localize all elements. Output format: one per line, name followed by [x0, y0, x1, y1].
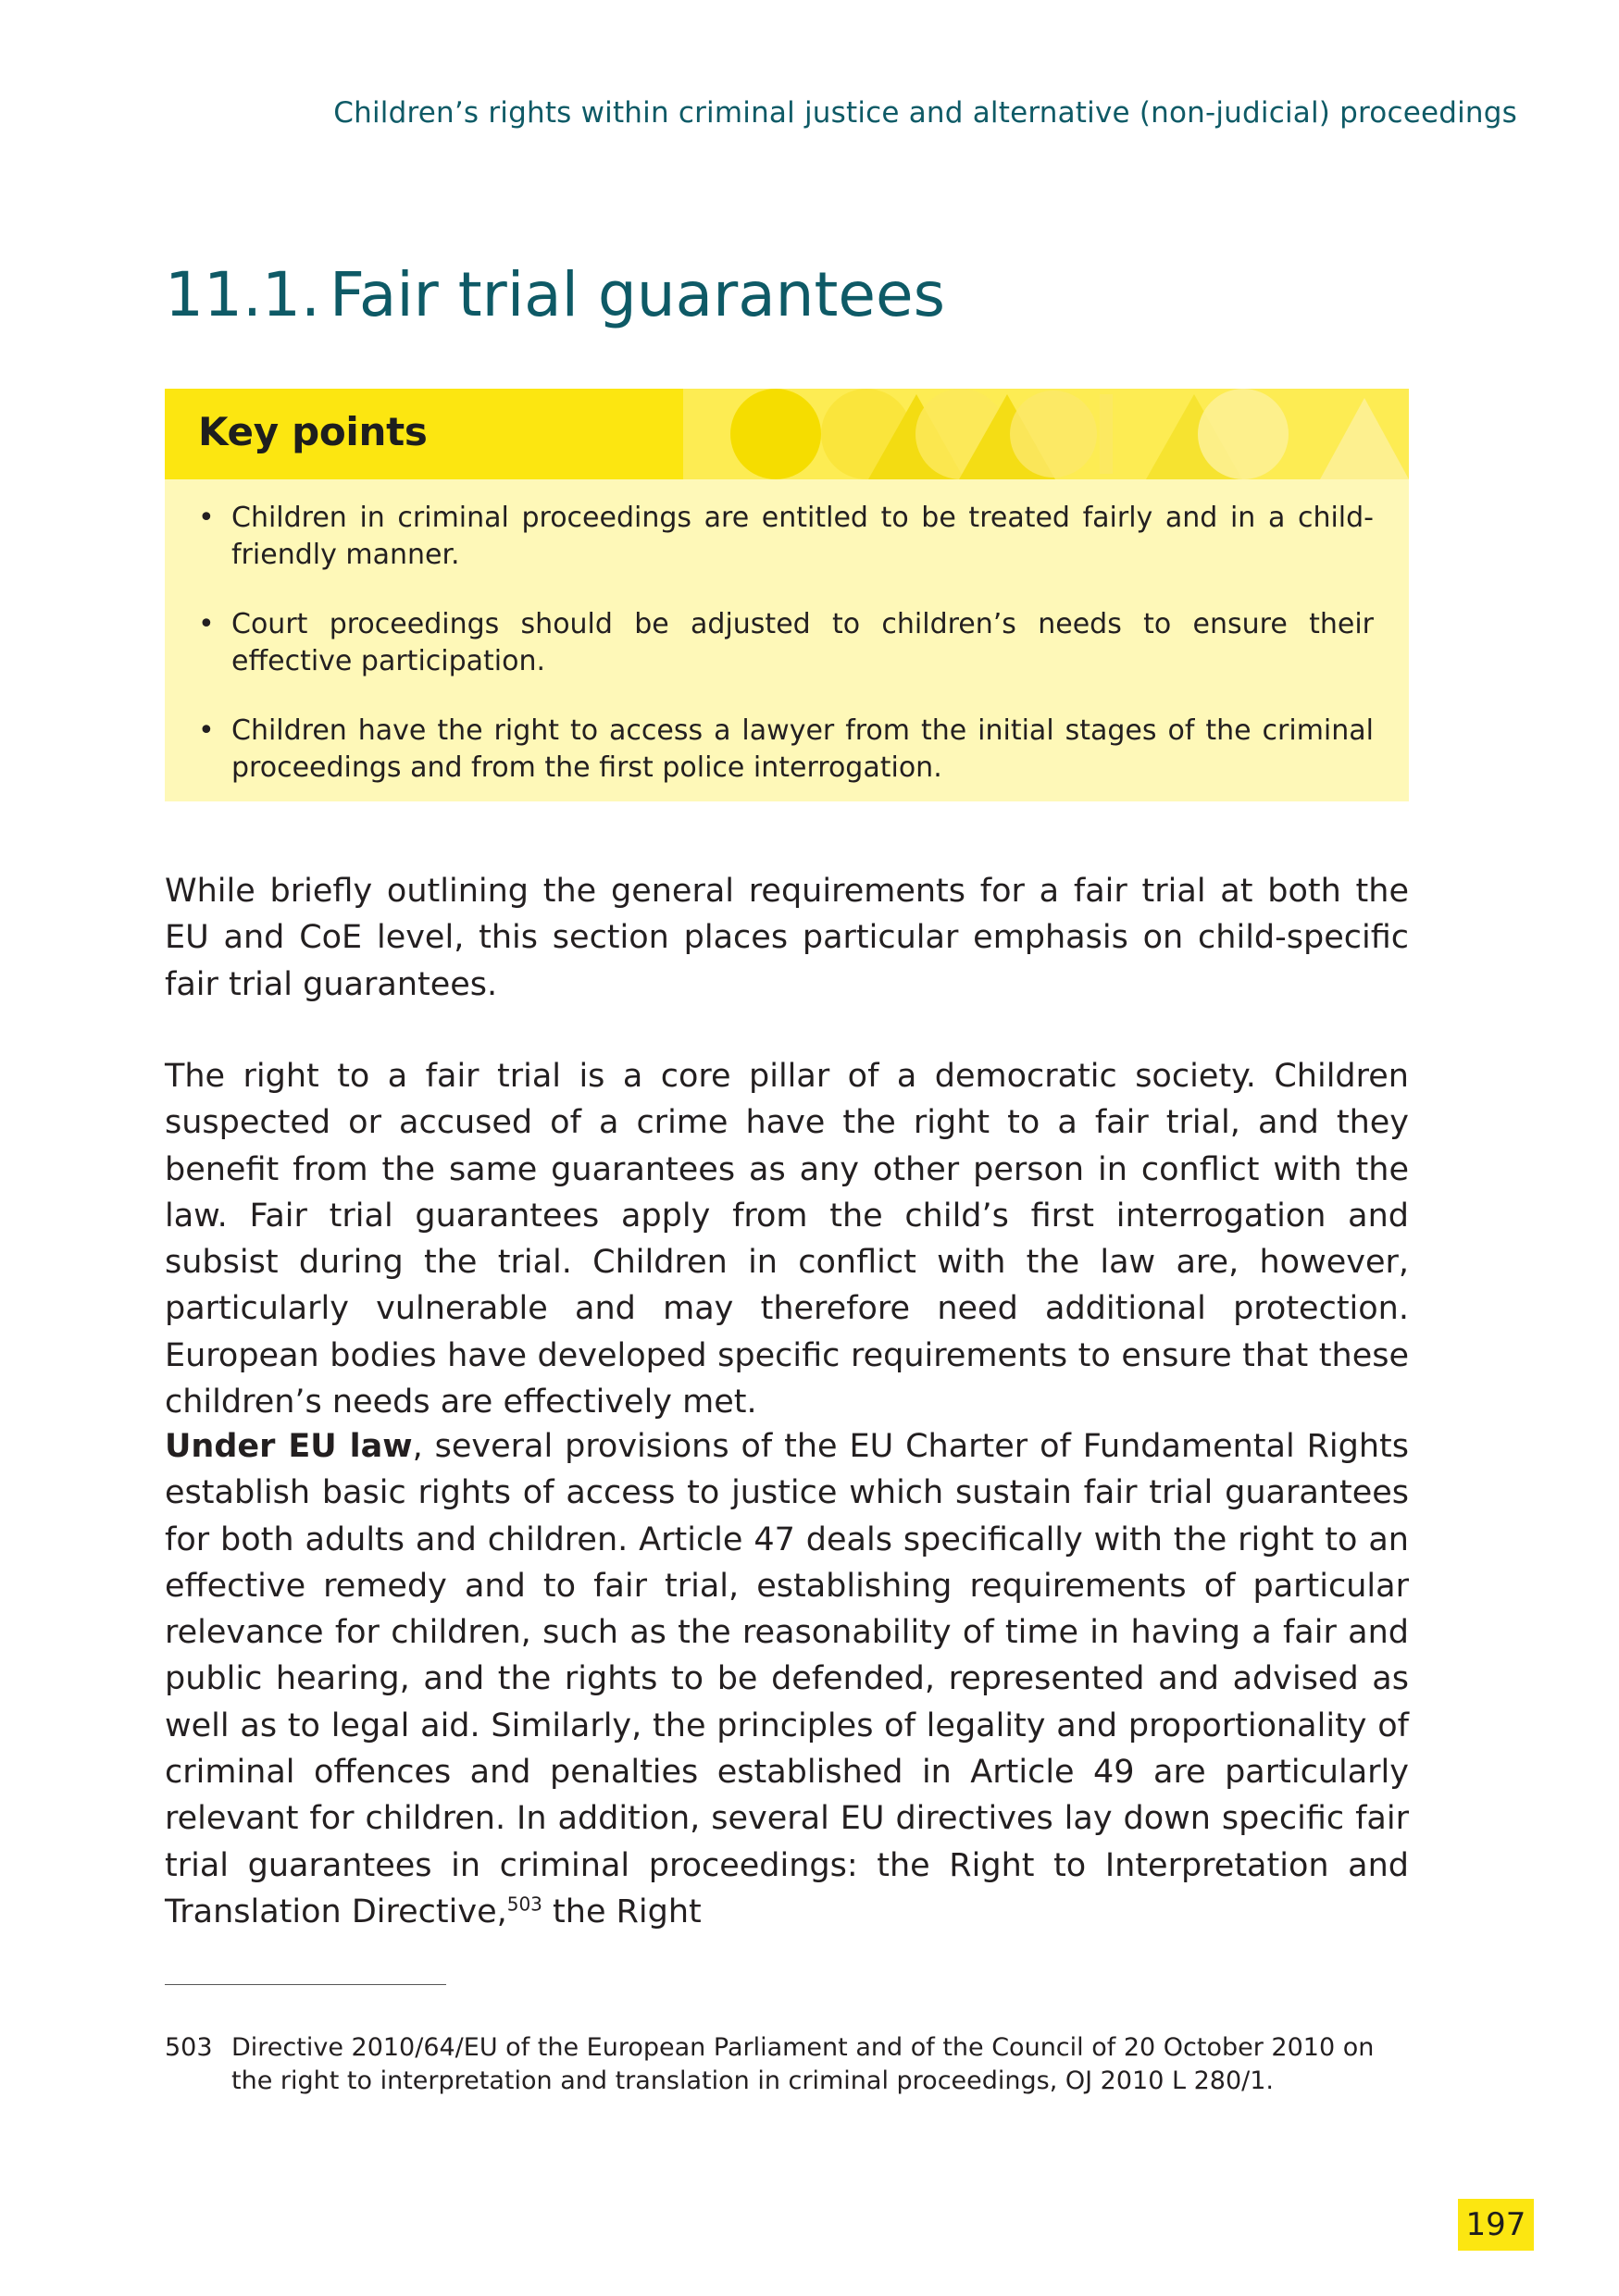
- section-number: 11.1.: [165, 259, 320, 330]
- footnote-number: 503: [165, 2033, 213, 2062]
- key-points-list: [198, 500, 1374, 819]
- under-eu-law-lead: Under EU law: [165, 1428, 413, 1465]
- key-points-box: [165, 389, 1409, 801]
- key-point-item: • Court proceedings should be adjusted to children’s needs to ensure their effective participation.: [198, 608, 1374, 677]
- footnote-divider: [165, 1984, 446, 1985]
- body-paragraph-1: While briefly outlining the general requirements for a fair trial at both the EU and CoE level, this section places particular emphasis on child-specific fair trial guarantees.: [165, 873, 1409, 1003]
- key-point-item: • Children have the right to access a lawyer from the initial stages of the criminal proceedings and from the first police interrogation.: [198, 714, 1374, 784]
- section-title: [165, 259, 945, 330]
- key-point-item: • Children in criminal proceedings are entitled to be treated fairly and in a child-friendly manner.: [198, 502, 1374, 571]
- footnote: [165, 2031, 1409, 2098]
- page-number: 197: [1458, 2199, 1534, 2251]
- body-paragraph-2: The right to a fair trial is a core pillar of a democratic society. Children suspected or accused of a crime have the right to a fair trial, and they benefit from the same guarantees as any other person in conflict with the law. Fair trial guarantees apply from the child’s first interrogation and subsist during the trial. Children in conflict with the law are, however, particularly vulnerable and may therefore need additional protection. European bodies have developed specific requirements to ensure that these children’s needs are effectively met.: [165, 1058, 1409, 1421]
- running-header: Children’s rights within criminal justice and alternative (non-judicial) proceedings: [333, 96, 1517, 130]
- bullet: •: [198, 714, 215, 747]
- key-points-header: [165, 389, 1409, 479]
- bullet: •: [198, 502, 215, 534]
- key-points-title: Key points: [198, 409, 428, 454]
- footnote-ref[interactable]: 503: [506, 1893, 542, 1916]
- body-paragraph-3: Under EU law, several provisions of the EU Charter of Fundamental Rights establish basic rights of access to justice which sustain fair trial guarantees for both adults and children. Article 47 deals specifically with the right to an effective remedy and to fair trial, establishing requirements of particular relevance for children, such as the reasonability of time in having a fair and public hearing, and the rights to be defended, represented and advised as well as to legal aid. Similarly, the principles of legality and proportionality of criminal offences and penalties established in Article 49 are particularly relevant for children. In addition, several EU directives lay down specific fair trial guarantees in criminal proceedings: the Right to Interpretation and Translation Directive,$^{503}$ the Right: [165, 1428, 1409, 1930]
- footnote-text: Directive 2010/64/EU of the European Parliament and of the Council of 20 October 2010 on the right to interpretation and translation in criminal proceedings, OJ 2010 L 280/1.: [231, 2033, 1375, 2095]
- bullet: •: [198, 608, 215, 640]
- section-title-text: Fair trial guarantees: [330, 259, 945, 330]
